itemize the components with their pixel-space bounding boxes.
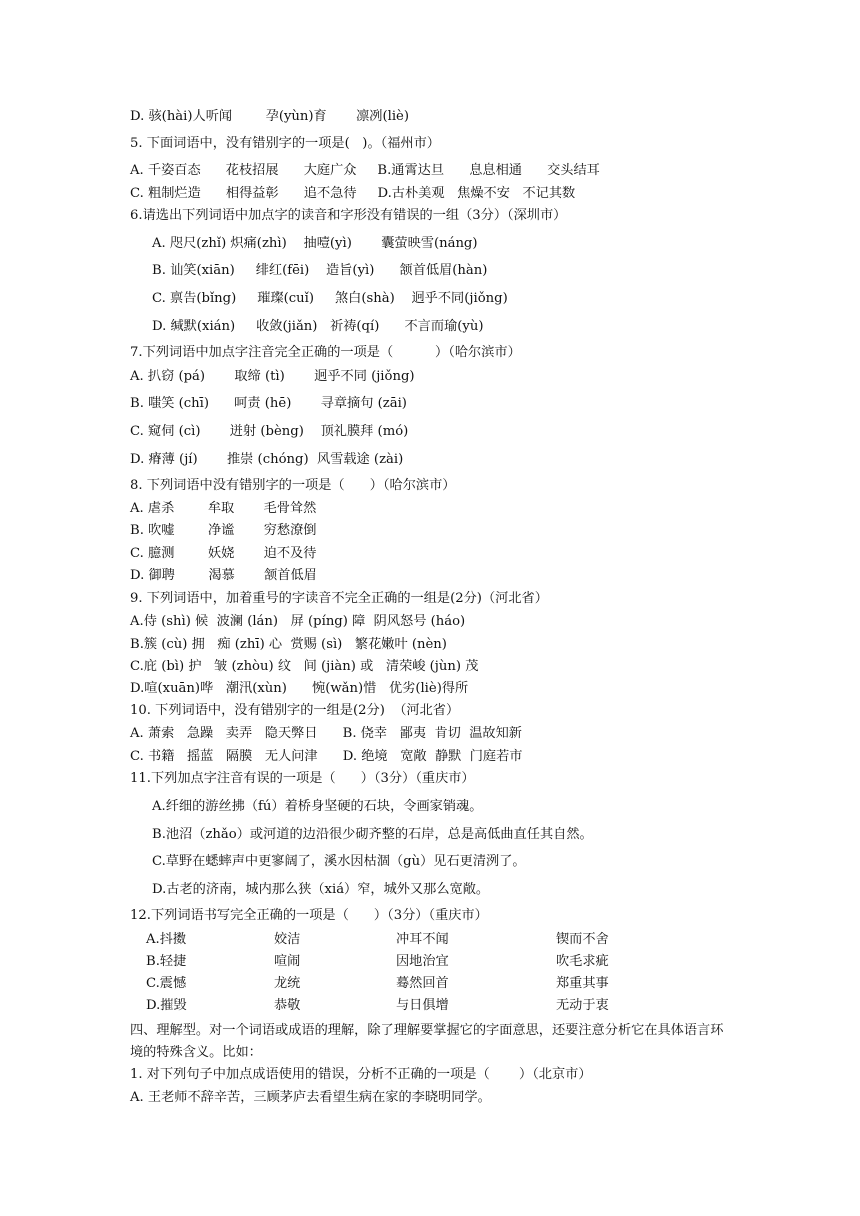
text-line: A.纤细的游丝拂（fú）着桥身坚硬的石块，令画家销魂。 bbox=[152, 799, 483, 814]
q12-cell: 郑重其事 bbox=[556, 976, 609, 991]
question-9: 9. 下列词语中，加着重号的字读音不完全正确的一组是(2分)（河北省） bbox=[130, 591, 548, 606]
text-line: C.草野在蟋蟀声中更寥阔了，溪水因枯涸（gù）见石更清洌了。 bbox=[152, 854, 526, 869]
text-line: D. 御聘 渴慕 颔首低眉 bbox=[130, 568, 317, 583]
q12-cell: 龙统 bbox=[274, 976, 301, 991]
q12-cell: D.摧毁 bbox=[146, 998, 187, 1013]
q12-cell: 吹毛求疵 bbox=[556, 954, 609, 969]
question-11: 11.下列加点字注音有误的一项是（ ）（3分）（重庆市） bbox=[130, 771, 475, 786]
q12-cell: 无动于衷 bbox=[556, 998, 609, 1013]
text-line: B. 讪笑(xiān) 绯红(fēi) 造旨(yì) 颔首低眉(hàn) bbox=[152, 263, 488, 278]
q12-cell: A.抖擞 bbox=[146, 932, 187, 947]
text-line: A. 扒窃 (pá) 取缔 (tì) 迥乎不同 (jiǒng) bbox=[130, 369, 415, 384]
text-line: B.簇 (cù) 拥 痴 (zhī) 心 赏赐 (sì) 繁花嫩叶 (nèn) bbox=[130, 637, 447, 652]
question-10: 10. 下列词语中，没有错别字的一组是(2分) （河北省） bbox=[130, 703, 460, 718]
q12-cell: 因地治宜 bbox=[396, 954, 449, 969]
text-line: D.古老的济南，城内那么狭（xiá）窄，城外又那么宽敞。 bbox=[152, 882, 490, 897]
text-line: A. 萧索 急躁 卖弄 隐天弊日 B. 侥幸 鄙夷 肯切 温故知新 bbox=[130, 726, 522, 741]
text-line: D. 骇(hài)人听闻 孕(yùn)育 凛冽(liè) bbox=[130, 109, 409, 124]
question-6: 6.请选出下列词语中加点字的读音和字形没有错误的一组（3分）（深圳市） bbox=[130, 208, 567, 223]
section-4-heading: 四、理解型。对一个词语或成语的理解，除了理解要掌握它的字面意思，还要注意分析它在具体语言环境的特殊含义。比如： bbox=[130, 1023, 724, 1060]
text-line: A.侍 (shì) 候 波澜 (lán) 屏 (píng) 障 阴风怒号 (háo) bbox=[130, 614, 466, 629]
question-12: 12.下列词语书写完全正确的一项是（ ）（3分）（重庆市） bbox=[130, 908, 488, 923]
text-line: D. 缄默(xián) 收敛(jiǎn) 祈祷(qí) 不言而瑜(yù) bbox=[152, 319, 484, 334]
text-line: C. 书籍 摇蓝 隔膜 无人问津 D. 绝境 宽敞 静默 门庭若市 bbox=[130, 749, 523, 764]
text-line: B.池沼（zhǎo）或河道的边沿很少砌齐整的石岸，总是高低曲直任其自然。 bbox=[152, 827, 593, 842]
text-line: C. 臆测 妖娆 迫不及待 bbox=[130, 546, 317, 561]
text-line: C. 粗制烂造 相得益彰 追不急待 D.古朴美观 焦燥不安 不记其数 bbox=[130, 186, 576, 201]
text-line: B. 嗤笑 (chī) 呵责 (hē) 寻章摘句 (zāi) bbox=[130, 396, 407, 411]
q12-cell: 与日俱增 bbox=[396, 998, 449, 1013]
q12-cell: 锲而不舍 bbox=[556, 932, 609, 947]
question-8: 8. 下列词语中没有错别字的一项是（ ）（哈尔滨市） bbox=[130, 478, 456, 493]
text-line: B. 吹嘘 净谧 穷愁潦倒 bbox=[130, 523, 317, 538]
q12-cell: 恭敬 bbox=[274, 998, 301, 1013]
question-5: 5. 下面词语中，没有错别字的一项是( )。（福州市） bbox=[130, 136, 440, 151]
text-line: D. 瘠薄 (jí) 推崇 (chóng) 风雪载途 (zài) bbox=[130, 452, 404, 467]
q12-cell: 姣洁 bbox=[274, 932, 301, 947]
text-line: A. 王老师不辞辛苦，三顾茅庐去看望生病在家的李晓明同学。 bbox=[130, 1090, 491, 1105]
q12-cell: 喧闹 bbox=[274, 954, 301, 969]
text-line: A. 千姿百态 花枝招展 大庭广众 B.通霄达旦 息息相通 交头结耳 bbox=[130, 163, 600, 178]
text-line: D.喧(xuān)哗 潮汛(xùn) 惋(wǎn)惜 优劣(liè)得所 bbox=[130, 681, 469, 696]
text-line: 1. 对下列句子中加点成语使用的错误，分析不正确的一项是（ ）（北京市） bbox=[130, 1067, 592, 1082]
text-line: A. 虐杀 牟取 毛骨耸然 bbox=[130, 501, 317, 516]
text-line: C. 禀告(bǐng) 璀璨(cuǐ) 煞白(shà) 迥乎不同(jiǒng) bbox=[152, 291, 508, 306]
q12-cell: C.震憾 bbox=[146, 976, 187, 991]
question-7: 7.下列词语中加点字注音完全正确的一项是（ ）（哈尔滨市） bbox=[130, 345, 521, 360]
text-line: A. 咫尺(zhǐ) 炽痛(zhì) 抽噎(yì) 囊萤映雪(náng) bbox=[152, 236, 478, 251]
q12-cell: B.轻捷 bbox=[146, 954, 187, 969]
text-line: C.庇 (bì) 护 皱 (zhòu) 纹 间 (jiàn) 或 清荣峻 (jùn) 茂 bbox=[130, 659, 479, 674]
q12-cell: 蓦然回首 bbox=[396, 976, 449, 991]
q12-cell: 冲耳不闻 bbox=[396, 932, 449, 947]
text-line: C. 窥伺 (cì) 迸射 (bèng) 顶礼膜拜 (mó) bbox=[130, 424, 409, 439]
